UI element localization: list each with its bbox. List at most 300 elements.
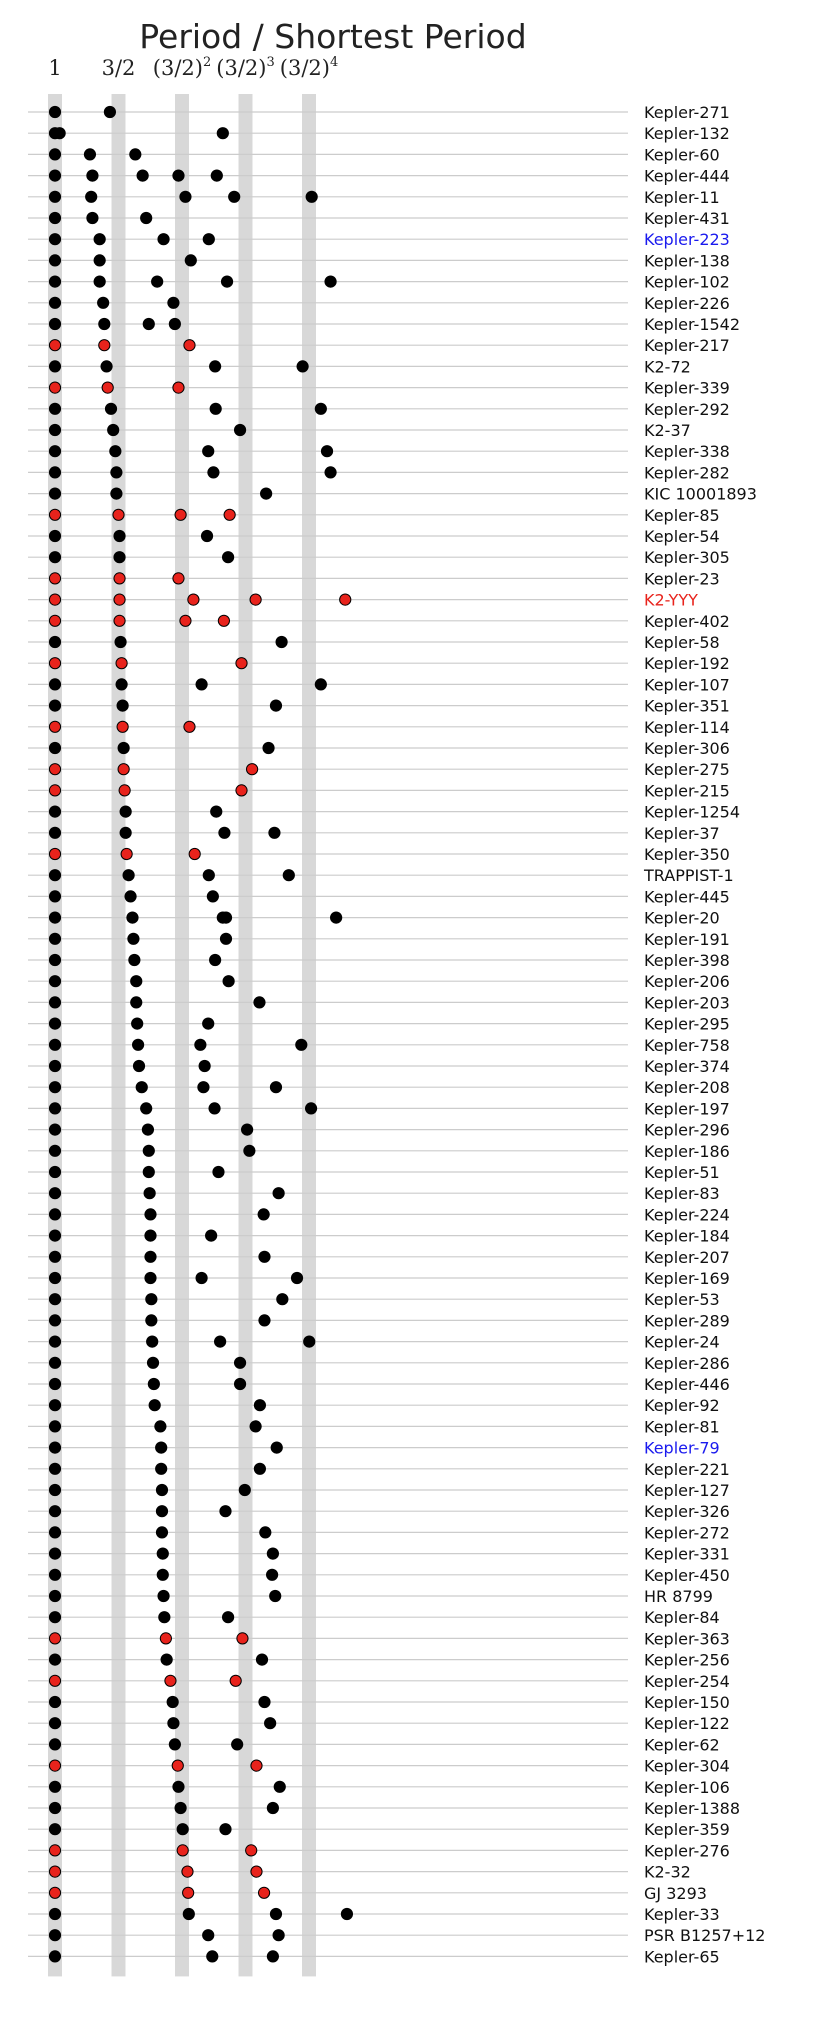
planet-point (201, 530, 212, 541)
system-label: Kepler-331 (644, 1544, 730, 1564)
planet-point (244, 1145, 255, 1156)
planet-point (114, 594, 125, 605)
planet-point (49, 424, 60, 435)
planet-point (49, 234, 60, 245)
planet-point (141, 1103, 152, 1114)
system-label: Kepler-350 (644, 845, 730, 864)
planet-point (156, 1506, 167, 1517)
planet-point (144, 1188, 155, 1199)
planet-point (159, 1612, 170, 1623)
planet-point (49, 276, 60, 287)
system-label: Kepler-79 (644, 1438, 720, 1458)
planet-point (49, 848, 60, 859)
system-label: Kepler-92 (644, 1396, 720, 1416)
planet-point (49, 1675, 60, 1686)
planet-point (49, 997, 60, 1008)
system-label: Kepler-450 (644, 1565, 730, 1585)
planet-point (49, 764, 60, 775)
planet-point (158, 1590, 169, 1601)
planet-point (111, 488, 122, 499)
planet-point (49, 827, 60, 838)
planet-point (246, 1845, 257, 1856)
system-labels (643, 103, 765, 1966)
system-label: Kepler-446 (644, 1375, 730, 1394)
planet-point (156, 1463, 167, 1474)
planet-point (49, 1802, 60, 1813)
planet-point (127, 912, 138, 923)
planet-point (49, 891, 60, 902)
planet-point (49, 1506, 60, 1517)
planet-point (218, 615, 229, 626)
planet-point (49, 679, 60, 690)
planet-point (49, 1845, 60, 1856)
planet-point (132, 1018, 143, 1029)
planet-point (98, 297, 109, 308)
system-label: Kepler-272 (644, 1523, 730, 1543)
planet-point (113, 509, 124, 520)
system-label: Kepler-1254 (644, 802, 741, 822)
planet-point (116, 679, 127, 690)
planet-point (49, 1930, 60, 1941)
planet-point (206, 1230, 217, 1241)
system-label: Kepler-83 (644, 1184, 720, 1204)
planet-point (49, 615, 60, 626)
system-label: Kepler-286 (644, 1353, 730, 1373)
planet-point (49, 721, 60, 732)
planet-point (49, 361, 60, 372)
planet-point (108, 424, 119, 435)
system-label: Kepler-191 (644, 929, 730, 949)
planet-point (94, 234, 105, 245)
system-label: Kepler-215 (644, 781, 730, 801)
planet-point (195, 1039, 206, 1050)
system-label: Kepler-23 (644, 569, 720, 589)
planet-point (251, 1866, 262, 1877)
planet-point (177, 1845, 188, 1856)
planet-point (196, 679, 207, 690)
planet-point (115, 636, 126, 647)
system-label: Kepler-363 (644, 1629, 730, 1649)
planet-point (49, 1548, 60, 1559)
planet-point (49, 1421, 60, 1432)
planet-point (142, 1124, 153, 1135)
planet-point (147, 1357, 158, 1368)
planet-point (306, 191, 317, 202)
planet-point (273, 1188, 284, 1199)
system-label: Kepler-326 (644, 1502, 730, 1522)
planet-point (208, 467, 219, 478)
system-label: Kepler-65 (644, 1947, 720, 1967)
planet-point (246, 764, 257, 775)
system-label: TRAPPIST-1 (644, 866, 734, 886)
planet-point (49, 870, 60, 881)
system-label: K2-37 (644, 421, 691, 440)
planet-point (254, 997, 265, 1008)
planet-point (49, 1103, 60, 1114)
system-label: Kepler-282 (644, 463, 730, 483)
planet-point (49, 106, 60, 117)
planet-point (49, 191, 60, 202)
planet-point (148, 1378, 159, 1389)
planet-point (49, 149, 60, 160)
planet-point (49, 700, 60, 711)
system-label: Kepler-359 (644, 1820, 730, 1840)
planet-point (173, 573, 184, 584)
system-label: Kepler-223 (644, 230, 730, 250)
planet-point (49, 1527, 60, 1538)
planet-point (269, 827, 280, 838)
planet-point (237, 1633, 248, 1644)
planet-point (173, 382, 184, 393)
planet-point (215, 1336, 226, 1347)
planet-point (210, 954, 221, 965)
system-label: KIC 10001893 (644, 484, 757, 504)
planet-point (111, 467, 122, 478)
planet-point (49, 255, 60, 266)
planet-point (49, 594, 60, 605)
system-label: Kepler-431 (644, 209, 730, 228)
planet-point (49, 1760, 60, 1771)
planet-point (165, 1675, 176, 1686)
planet-point (129, 954, 140, 965)
system-label: Kepler-1388 (644, 1799, 741, 1818)
system-label: Kepler-296 (644, 1120, 730, 1140)
planet-point (114, 615, 125, 626)
system-label: Kepler-305 (644, 548, 730, 568)
system-label: Kepler-54 (644, 527, 720, 546)
planet-point (172, 1760, 183, 1771)
planet-point (117, 721, 128, 732)
planet-point (145, 1251, 156, 1262)
resonance-band (175, 94, 189, 1976)
planet-point (49, 742, 60, 753)
planet-point (222, 1612, 233, 1623)
system-label: Kepler-207 (644, 1247, 730, 1267)
planet-point (118, 742, 129, 753)
system-label: Kepler-224 (644, 1205, 730, 1225)
planet-point (49, 1442, 60, 1453)
planet-point (236, 785, 247, 796)
planet-point (321, 446, 332, 457)
system-label: Kepler-289 (644, 1311, 730, 1331)
planet-point (49, 1739, 60, 1750)
planet-point (210, 361, 221, 372)
planet-point (203, 446, 214, 457)
system-label: Kepler-444 (644, 166, 730, 186)
planet-point (86, 191, 97, 202)
planet-point (49, 1230, 60, 1241)
planet-point (49, 382, 60, 393)
system-label: Kepler-338 (644, 442, 730, 462)
planet-point (254, 1400, 265, 1411)
planet-point (267, 1548, 278, 1559)
planet-point (145, 1272, 156, 1283)
planet-point (261, 488, 272, 499)
system-label: Kepler-62 (644, 1735, 720, 1755)
planet-point (94, 276, 105, 287)
planet-point (291, 1272, 302, 1283)
system-label: Kepler-351 (644, 696, 730, 716)
planet-point (259, 1315, 270, 1326)
planet-point (49, 1908, 60, 1919)
planet-point (143, 318, 154, 329)
planet-point (136, 1082, 147, 1093)
planet-point (116, 658, 127, 669)
planet-point (49, 1824, 60, 1835)
system-label: Kepler-84 (644, 1608, 720, 1628)
planet-point (49, 1188, 60, 1199)
planet-point (270, 700, 281, 711)
planet-point (105, 403, 116, 414)
planet-point (49, 1696, 60, 1707)
planet-point (102, 382, 113, 393)
planet-point (114, 573, 125, 584)
planet-point (213, 1166, 224, 1177)
system-label: Kepler-60 (644, 145, 720, 165)
planet-point (99, 318, 110, 329)
planet-point (254, 1463, 265, 1474)
planet-point (250, 1421, 261, 1432)
planet-point (49, 1251, 60, 1262)
x-tick-label: $(3/2)^2$ (152, 55, 212, 80)
system-label: Kepler-11 (644, 187, 720, 207)
planet-point (49, 297, 60, 308)
planet-point (220, 1506, 231, 1517)
system-label: Kepler-58 (644, 633, 720, 652)
planet-point (49, 1463, 60, 1474)
planet-point (49, 1718, 60, 1729)
planet-point (210, 403, 221, 414)
planet-point (273, 1930, 284, 1941)
planet-point (259, 1696, 270, 1707)
planet-point (49, 1612, 60, 1623)
planet-point (49, 530, 60, 541)
planet-point (49, 1082, 60, 1093)
planet-point (49, 1378, 60, 1389)
planet-point (49, 318, 60, 329)
resonance-band (112, 94, 126, 1976)
planet-point (315, 679, 326, 690)
planet-point (220, 912, 231, 923)
system-label: Kepler-445 (644, 887, 730, 907)
system-label: Kepler-226 (644, 293, 730, 313)
planet-point (283, 870, 294, 881)
planet-point (101, 361, 112, 372)
system-label: Kepler-306 (644, 739, 730, 758)
system-label: Kepler-24 (644, 1332, 720, 1352)
system-label: Kepler-208 (644, 1078, 730, 1098)
planet-point (49, 636, 60, 647)
planet-point (270, 1082, 281, 1093)
system-label: Kepler-203 (644, 993, 730, 1013)
planet-point (207, 891, 218, 902)
planet-point (270, 1908, 281, 1919)
planet-point (229, 191, 240, 202)
planet-point (49, 1866, 60, 1877)
planet-point (222, 552, 233, 563)
system-label: Kepler-402 (644, 611, 730, 631)
system-label: Kepler-122 (644, 1714, 730, 1734)
system-label: GJ 3293 (644, 1883, 707, 1903)
planet-point (157, 1548, 168, 1559)
planet-point (230, 1675, 241, 1686)
system-label: Kepler-398 (644, 951, 730, 970)
planet-point (175, 509, 186, 520)
system-label: Kepler-169 (644, 1269, 730, 1288)
planet-point (156, 1484, 167, 1495)
planet-point (137, 170, 148, 181)
system-label: Kepler-150 (644, 1693, 730, 1712)
x-tick-label: $(3/2)^4$ (279, 55, 339, 80)
planet-point (49, 1633, 60, 1644)
planet-point (196, 1272, 207, 1283)
planet-point (169, 1739, 180, 1750)
planet-point (145, 1230, 156, 1241)
planet-point (156, 1442, 167, 1453)
planet-point (340, 594, 351, 605)
system-label: Kepler-304 (644, 1756, 730, 1776)
planet-point (49, 212, 60, 223)
system-label: Kepler-256 (644, 1650, 730, 1670)
planet-point (260, 1527, 271, 1538)
planet-point (207, 1951, 218, 1962)
planet-point (49, 467, 60, 478)
x-tick-label: $(3/2)^3$ (216, 55, 275, 80)
x-tick-labels (48, 55, 338, 80)
planet-point (267, 1569, 278, 1580)
planet-point (110, 446, 121, 457)
system-label: Kepler-127 (644, 1481, 730, 1500)
planet-point (184, 340, 195, 351)
planet-point (49, 933, 60, 944)
planet-point (54, 128, 65, 139)
system-label: Kepler-102 (644, 272, 730, 292)
planet-point (146, 1294, 157, 1305)
planet-point (236, 658, 247, 669)
system-label: K2-YYY (644, 590, 698, 610)
planet-point (168, 297, 179, 308)
planet-point (167, 1696, 178, 1707)
planet-point (156, 1527, 167, 1538)
system-label: Kepler-374 (644, 1057, 730, 1076)
planet-point (182, 1866, 193, 1877)
planet-point (331, 912, 342, 923)
planet-point (49, 954, 60, 965)
planet-point (158, 234, 169, 245)
planet-point (49, 1145, 60, 1156)
planet-point (198, 1082, 209, 1093)
system-label: Kepler-1542 (644, 315, 741, 334)
planet-point (49, 403, 60, 414)
system-label: Kepler-292 (644, 399, 730, 419)
planet-point (145, 1209, 156, 1220)
system-label: Kepler-275 (644, 760, 730, 780)
planet-point (147, 1336, 158, 1347)
planet-point (49, 1569, 60, 1580)
planet-point (49, 1400, 60, 1411)
planet-point (296, 1039, 307, 1050)
planet-point (49, 1654, 60, 1665)
resonance-band (48, 94, 62, 1976)
planet-point (49, 1590, 60, 1601)
planet-point (146, 1315, 157, 1326)
system-label: K2-72 (644, 357, 691, 377)
planet-point (49, 1484, 60, 1495)
planet-point (259, 1251, 270, 1262)
planet-point (325, 276, 336, 287)
planet-point (49, 1357, 60, 1368)
system-label: Kepler-254 (644, 1671, 730, 1691)
system-label: Kepler-271 (644, 103, 730, 122)
planet-point (304, 1336, 315, 1347)
system-label: HR 8799 (644, 1587, 713, 1606)
system-label: Kepler-81 (644, 1417, 720, 1437)
planet-point (49, 976, 60, 987)
system-label: Kepler-206 (644, 972, 730, 992)
system-label: Kepler-106 (644, 1777, 730, 1797)
planet-point (203, 1930, 214, 1941)
x-tick-label: 3/2 (101, 56, 136, 80)
planet-point (325, 467, 336, 478)
planet-point (133, 1060, 144, 1071)
planet-point (49, 1018, 60, 1029)
planet-point (175, 1802, 186, 1813)
system-label: Kepler-217 (644, 336, 730, 356)
planet-point (99, 340, 110, 351)
planet-point (49, 1166, 60, 1177)
system-label: Kepler-758 (644, 1035, 730, 1055)
planet-point (211, 170, 222, 181)
planet-point (114, 530, 125, 541)
planet-point (87, 212, 98, 223)
planet-point (84, 149, 95, 160)
planet-point (265, 1718, 276, 1729)
planet-point (49, 1887, 60, 1898)
system-label: Kepler-37 (644, 823, 720, 843)
planet-point (180, 191, 191, 202)
planet-point (123, 870, 134, 881)
planet-point (49, 1781, 60, 1792)
planet-point (341, 1908, 352, 1919)
planet-point (131, 997, 142, 1008)
planet-point (49, 446, 60, 457)
planet-point (121, 848, 132, 859)
planet-point (274, 1781, 285, 1792)
planet-point (315, 403, 326, 414)
system-label: Kepler-33 (644, 1905, 720, 1924)
planet-point (49, 912, 60, 923)
planet-point (267, 1802, 278, 1813)
system-label: Kepler-53 (644, 1290, 720, 1310)
planet-point (221, 276, 232, 287)
planet-point (177, 1824, 188, 1835)
system-label: Kepler-51 (644, 1163, 720, 1182)
planet-point (258, 1887, 269, 1898)
planet-point (133, 1039, 144, 1050)
planet-point (131, 976, 142, 987)
planet-point (94, 255, 105, 266)
planet-point (49, 488, 60, 499)
planet-point (263, 742, 274, 753)
planet-point (49, 806, 60, 817)
planet-point (305, 1103, 316, 1114)
planet-point (125, 891, 136, 902)
system-label: Kepler-138 (644, 251, 730, 271)
planet-point (234, 1378, 245, 1389)
planet-point (183, 1908, 194, 1919)
system-label: Kepler-197 (644, 1099, 730, 1119)
planet-point (117, 700, 128, 711)
